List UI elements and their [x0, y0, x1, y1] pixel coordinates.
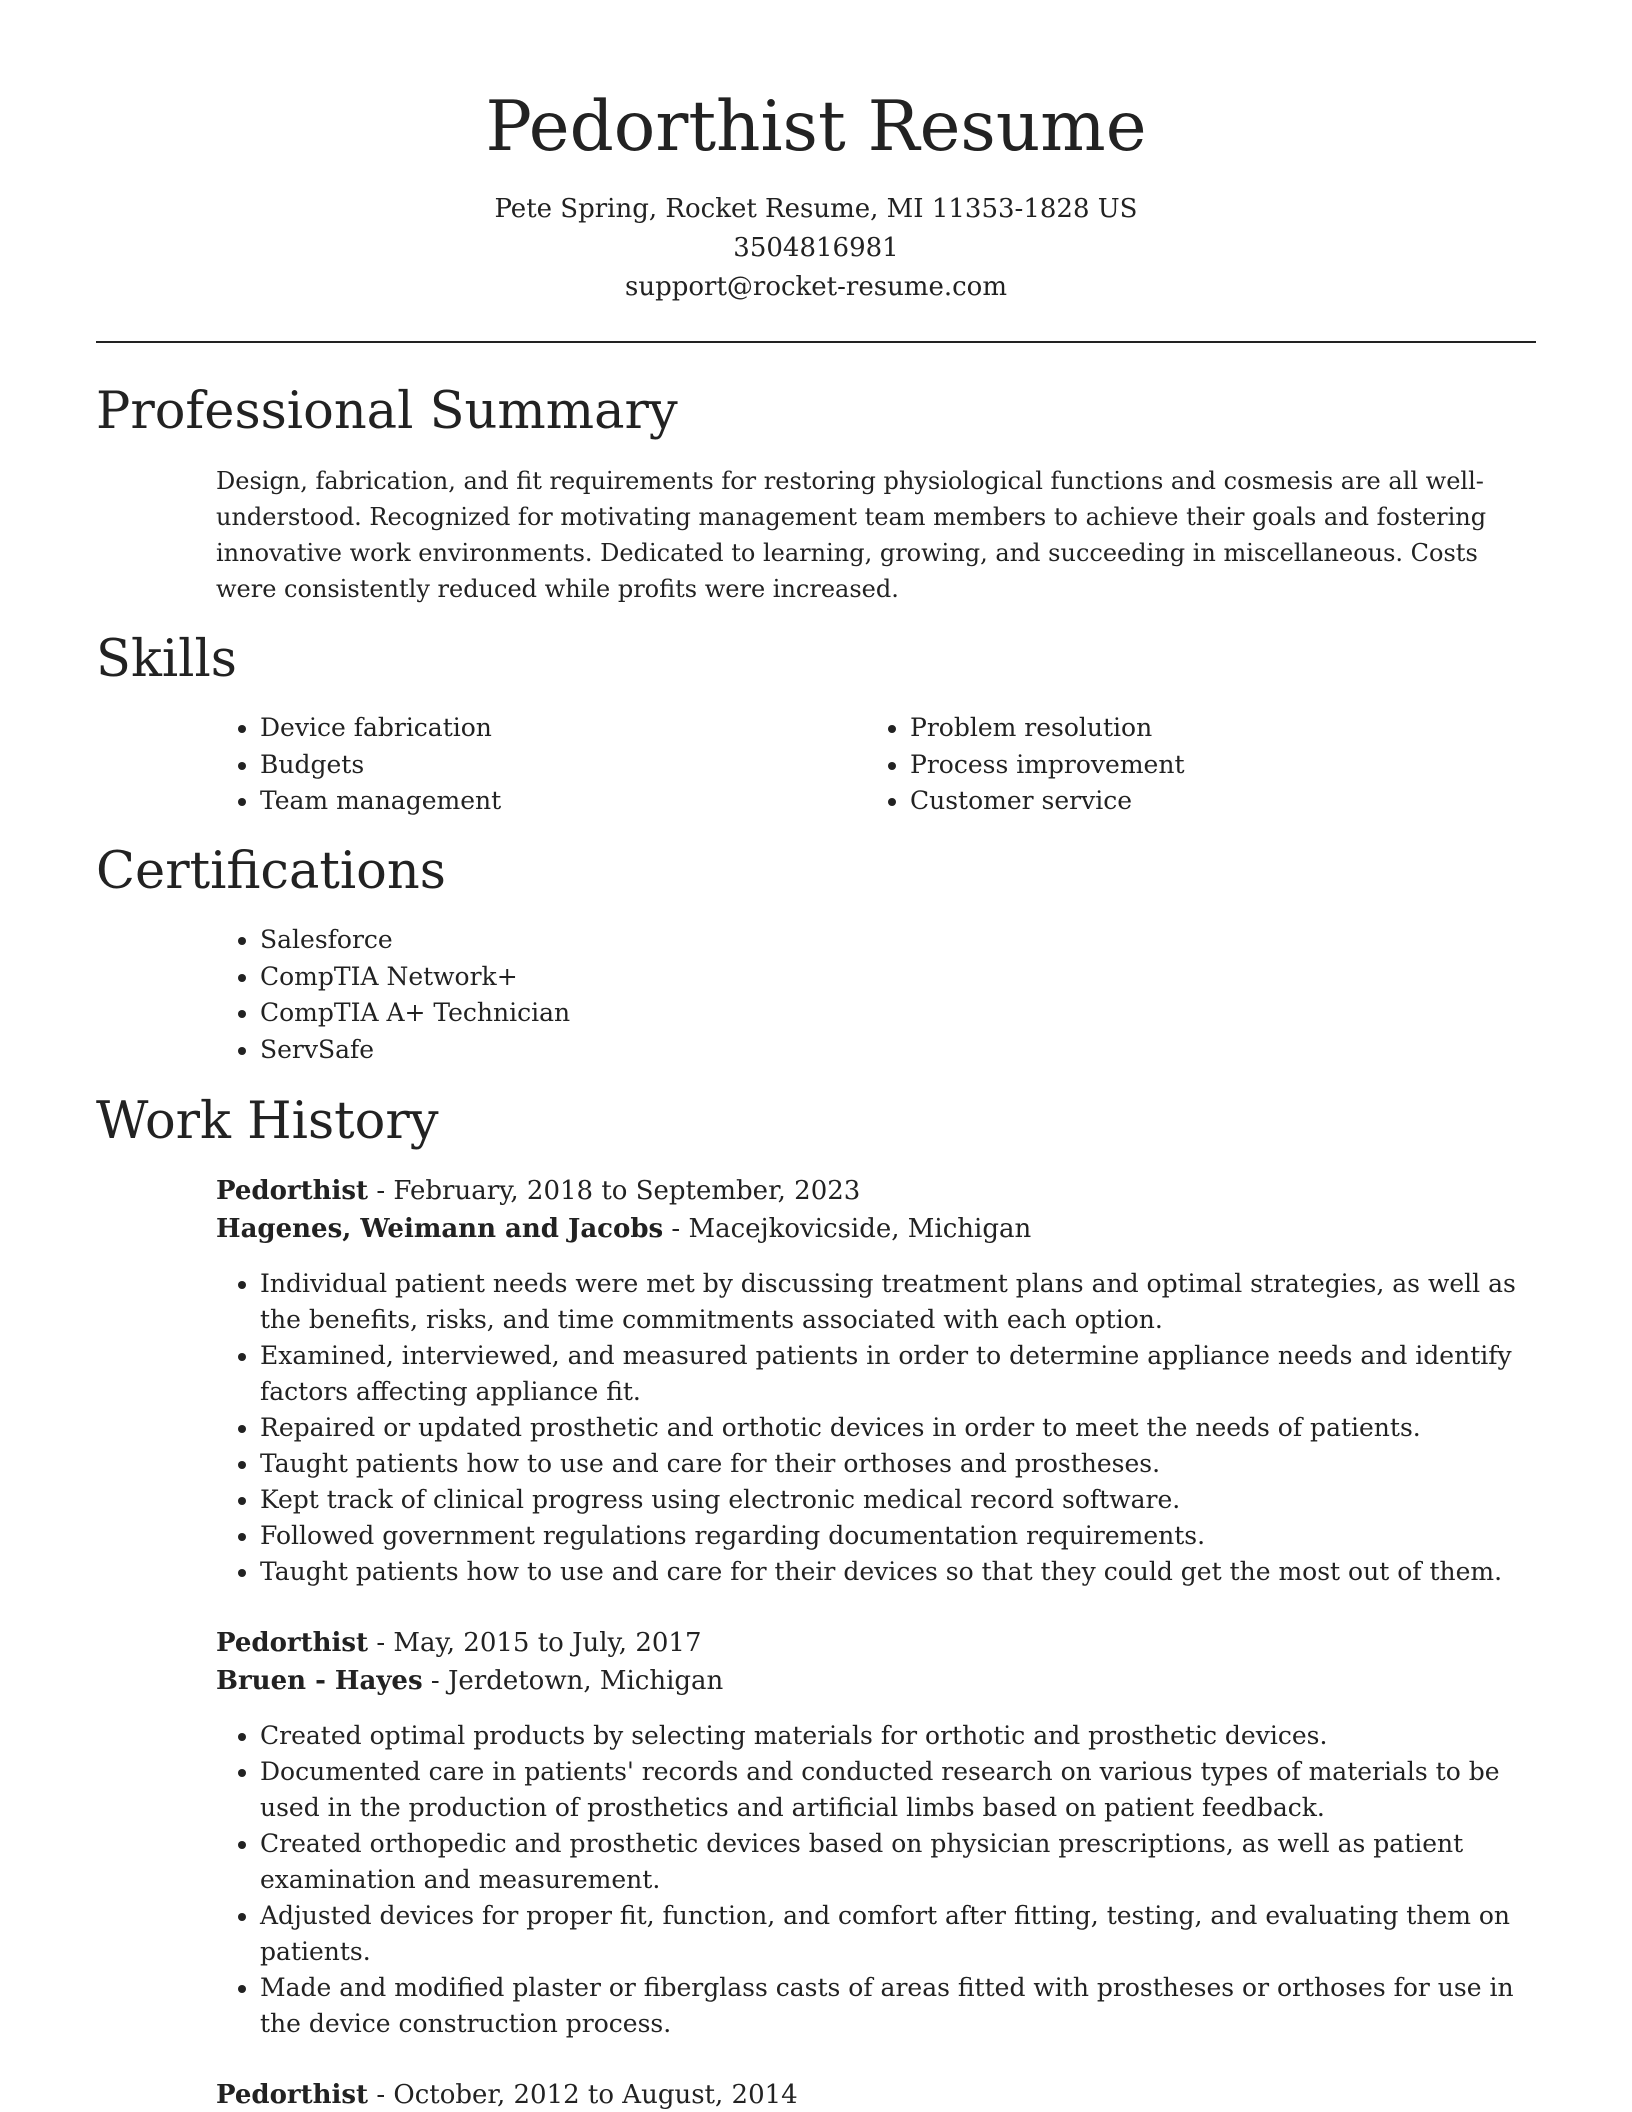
skill-item: • Customer service — [910, 783, 1185, 820]
job-bullet: • Created orthopedic and prosthetic devices based on physician prescriptions, as well as patient examination and measurement. — [260, 1826, 1536, 1898]
separator: - — [368, 2080, 394, 2110]
skills-list-right — [866, 710, 1185, 820]
job-location: Jerdetown, Michigan — [447, 1666, 724, 1696]
job-company-line — [216, 1662, 723, 1700]
certifications-heading: Certifications — [96, 842, 446, 901]
job-title-line — [216, 1624, 702, 1662]
skill-item: • Problem resolution — [910, 710, 1185, 747]
job-bullet: • Taught patients how to use and care for their devices so that they could get the most out of them. — [260, 1554, 1536, 1590]
job-title: Pedorthist — [216, 1628, 369, 1658]
job-title-line — [216, 2076, 798, 2112]
skills-heading: Skills — [96, 630, 237, 689]
summary-heading: Professional Summary — [96, 382, 678, 441]
work-history-heading: Work History — [96, 1092, 439, 1151]
job-company-line — [216, 1210, 1031, 1248]
job-company: Hagenes, Weimann and Jacobs — [216, 1214, 664, 1244]
job-dates: October, 2012 to August, 2014 — [393, 2080, 798, 2110]
job-bullet: • Examined, interviewed, and measured patients in order to determine appliance needs and identify factors affecting appliance fit. — [260, 1338, 1536, 1410]
certification-item: • ServSafe — [260, 1032, 570, 1069]
job-bullet: • Repaired or updated prosthetic and orthotic devices in order to meet the needs of patients. — [260, 1410, 1536, 1446]
separator: - — [422, 1666, 448, 1696]
job-title: Pedorthist — [216, 2080, 369, 2110]
header-divider — [96, 341, 1536, 343]
job-bullet: • Followed government regulations regarding documentation requirements. — [260, 1518, 1536, 1554]
job-bullets — [216, 1266, 1536, 1590]
job-bullet: • Kept track of clinical progress using electronic medical record software. — [260, 1482, 1536, 1518]
job-dates: May, 2015 to July, 2017 — [393, 1628, 702, 1658]
certification-item: • CompTIA Network+ — [260, 959, 570, 996]
contact-phone: 3504816981 — [733, 233, 899, 263]
separator: - — [663, 1214, 689, 1244]
skill-item: • Budgets — [260, 747, 501, 784]
contact-email: support@rocket-resume.com — [624, 272, 1007, 302]
skills-list-left — [216, 710, 501, 820]
job-bullet: • Created optimal products by selecting materials for orthotic and prosthetic devices. — [260, 1718, 1536, 1754]
job-bullets — [216, 1718, 1536, 2042]
resume-title: Pedorthist Resume — [485, 87, 1147, 167]
skill-item: • Process improvement — [910, 747, 1185, 784]
job-bullet: • Taught patients how to use and care for their orthoses and prostheses. — [260, 1446, 1536, 1482]
skill-item: • Team management — [260, 783, 501, 820]
job-bullet: • Individual patient needs were met by discussing treatment plans and optimal strategies, as well as the benefits, risks, and time commitments associated with each option. — [260, 1266, 1536, 1338]
separator: - — [368, 1628, 394, 1658]
job-location: Macejkovicside, Michigan — [688, 1214, 1032, 1244]
certification-item: • CompTIA A+ Technician — [260, 995, 570, 1032]
job-title-line — [216, 1172, 860, 1210]
summary-text: Design, fabrication, and fit requirements for restoring physiological functions and cosmesis are all well-understood. Recognized for motivating management team members to achieve their goals and fostering innovative work environments. Dedicated to learning, growing, and succeeding in miscellaneous. Costs were consistently reduced while profits were increased. — [216, 467, 1487, 603]
job-dates: February, 2018 to September, 2023 — [393, 1176, 861, 1206]
job-company: Bruen - Hayes — [216, 1666, 423, 1696]
skill-item: • Device fabrication — [260, 710, 501, 747]
job-bullet: • Documented care in patients' records and conducted research on various types of materials to be used in the production of prosthetics and artificial limbs based on patient feedback. — [260, 1754, 1536, 1826]
separator: - — [368, 1176, 394, 1206]
job-title: Pedorthist — [216, 1176, 369, 1206]
certifications-list — [216, 922, 570, 1068]
job-bullet: • Made and modified plaster or fiberglass casts of areas fitted with prostheses or orthoses for use in the device construction process. — [260, 1970, 1536, 2042]
contact-address: Pete Spring, Rocket Resume, MI 11353-1828 US — [494, 194, 1138, 224]
job-bullet: • Adjusted devices for proper fit, function, and comfort after fitting, testing, and evaluating them on patients. — [260, 1898, 1536, 1970]
contact-block — [0, 190, 1632, 307]
certification-item: • Salesforce — [260, 922, 570, 959]
